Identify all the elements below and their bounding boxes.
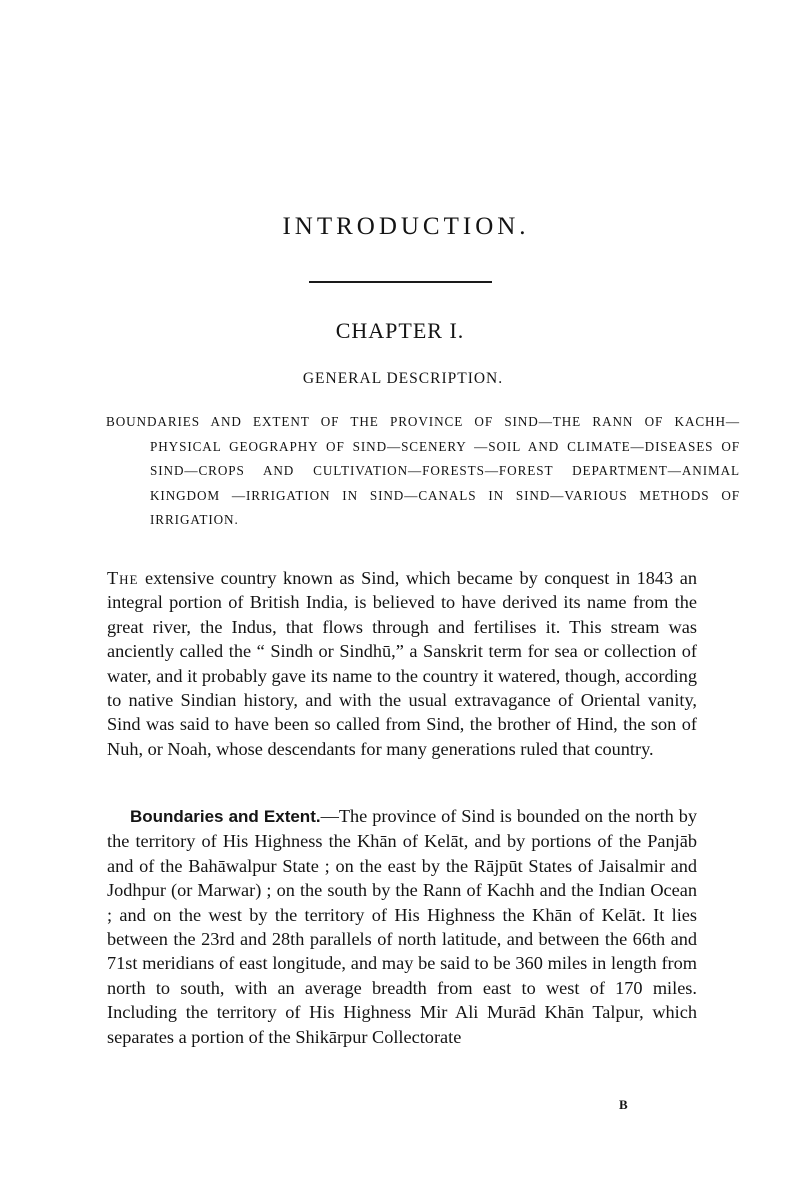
paragraph-one xyxy=(107,566,697,761)
paragraph-one-text: extensive country known as Sind, which became by conquest in 1843 an integral portion of British India, is believed to have derived its name from the great river, the Indus, that flows through and fertilises it. This stream was anciently called the “ Sindh or Sindhū,” a Sanskrit term for sea or collection of water, and it probably gave its name to the country it watered, though, according to native Sindian history, and with the usual extravagance of Oriental vanity, Sind was said to have been so called from Sind, the brother of Hind, the son of Nuh, or Noah, whose descendants for many generations ruled that country. xyxy=(107,568,697,759)
section-heading-boundaries: Boundaries and Extent. xyxy=(130,807,321,826)
paragraph-two-text: —The province of Sind is bounded on the north by the territory of His Highness the Khān of Kelāt, and by portions of the Panjāb and of the Bahāwalpur State ; on the east by the Rājpūt States of Jaisalmir and Jodhpur (or Marwar) ; on the south by the Rann of Kachh and the Indian Ocean ; and on the west by the territory of His Highness the Khān of Kelāt. It lies between the 23rd and 28th parallels of north latitude, and between the 66th and 71st meridians of east longitude, and may be said to be 360 miles in length from north to south, with an average breadth from east to west of 170 miles. Including the territory of His Highness Mir Ali Murād Khān Talpur, which separates a portion of the Shikārpur Collectorate xyxy=(107,806,698,1047)
paragraph-two xyxy=(107,804,697,1049)
signature-mark: B xyxy=(619,1097,629,1112)
chapter-summary: BOUNDARIES AND EXTENT OF THE PROVINCE OF SIND—THE RANN OF KACHH—PHYSICAL GEOGRAPHY OF SIND—SCENERY —SOIL AND CLIMATE—DISEASES OF SIND—CROPS AND CULTIVATION—FORESTS—FOREST DEPARTMENT—ANIMAL KINGDOM —IRRIGATION IN SIND—CANALS IN SIND—VARIOUS METHODS OF IRRIGATION. xyxy=(106,414,740,528)
introduction-title: INTRODUCTION. xyxy=(282,213,530,240)
title-divider xyxy=(309,281,492,283)
chapter-subtitle: GENERAL DESCRIPTION. xyxy=(302,370,504,387)
paragraph-one-lead: The xyxy=(107,568,139,588)
chapter-heading: CHAPTER I. xyxy=(335,318,465,343)
